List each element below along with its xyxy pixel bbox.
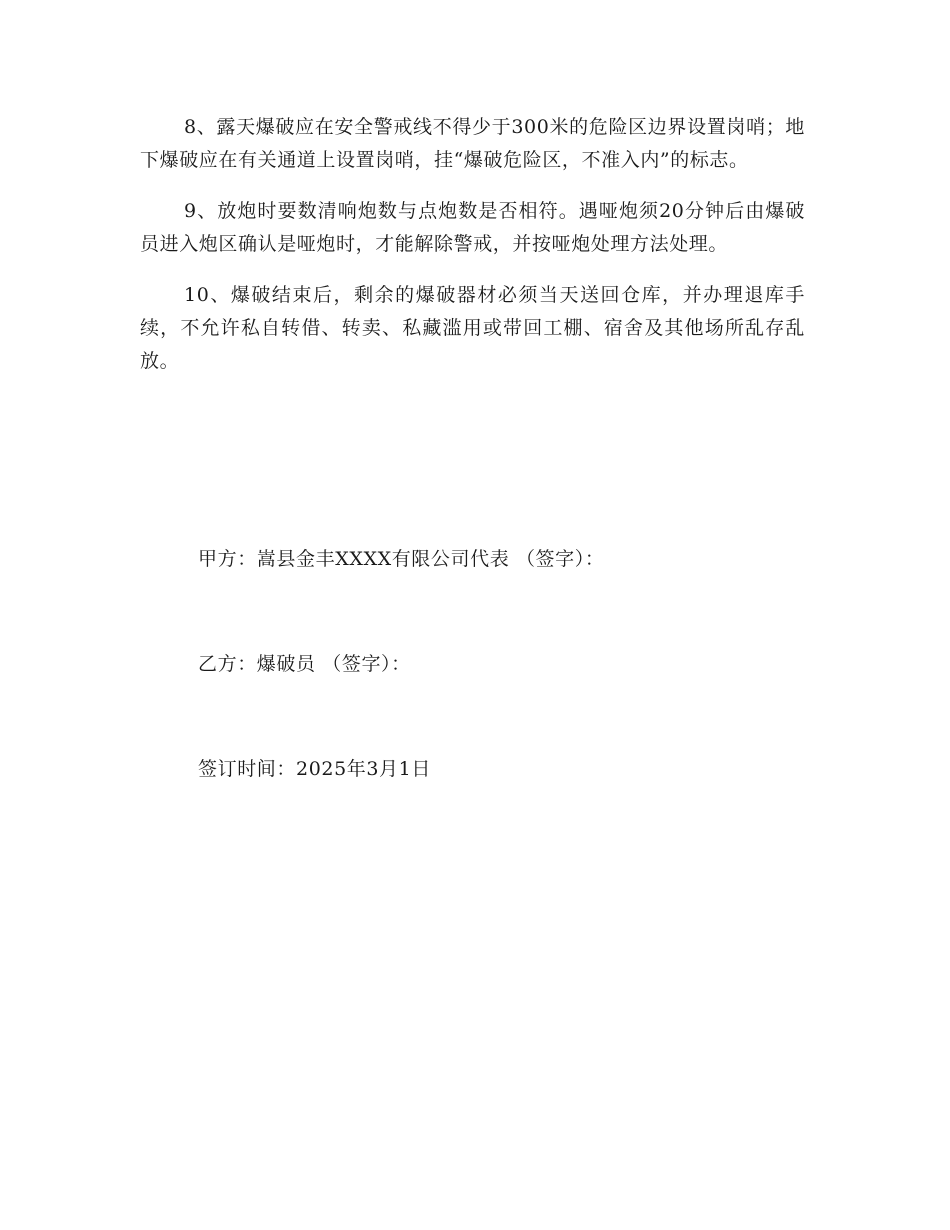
party-a-signature-line: 甲方：嵩县金丰XXXX有限公司代表 （签字）：	[198, 548, 605, 570]
clause-10: 10、爆破结束后，剩余的爆破器材必须当天送回仓库，并办理退库手续，不允许私自转借、转卖、私藏滥用或带回工棚、宿舍及其他场所乱存乱放。	[140, 284, 805, 372]
clause-9: 9、放炮时要数清响炮数与点炮数是否相符。遇哑炮须20分钟后由爆破员进入炮区确认是哑炮时，才能解除警戒，并按哑炮处理方法处理。	[140, 200, 805, 255]
signing-date: 签订时间：2025年3月1日	[198, 758, 431, 780]
clause-8: 8、露天爆破应在安全警戒线不得少于300米的危险区边界设置岗哨；地下爆破应在有关通道上设置岗哨，挂“爆破危险区，不准入内”的标志。	[140, 116, 805, 171]
party-b-signature-line: 乙方：爆破员 （签字）：	[198, 653, 411, 675]
clause-list	[140, 111, 805, 396]
